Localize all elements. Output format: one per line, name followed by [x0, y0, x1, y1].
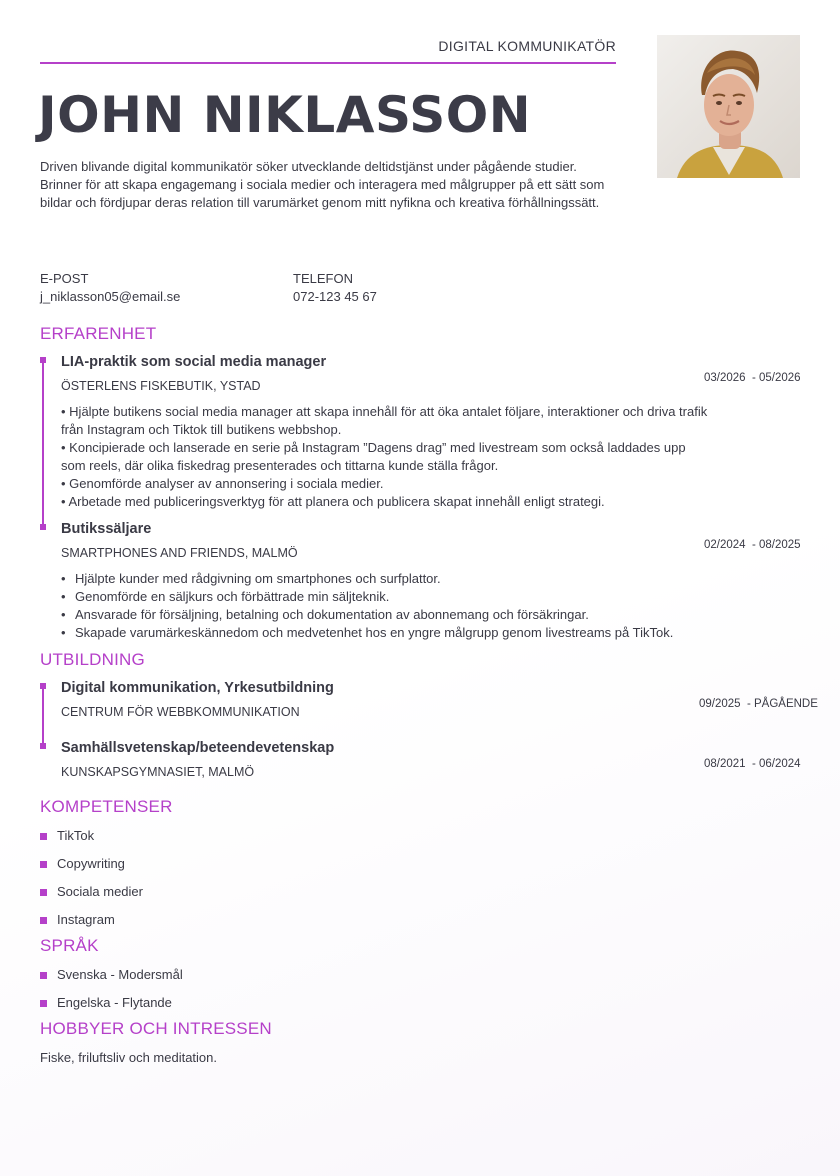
education-heading: UTBILDNING	[40, 650, 145, 669]
skill-label: Instagram	[57, 912, 115, 927]
list-item: • Genomförde en säljkurs och förbättrade min säljteknik.	[61, 588, 741, 606]
skill-label: Sociala medier	[57, 884, 143, 899]
hobbies-text: Fiske, friluftsliv och meditation.	[40, 1050, 218, 1065]
square-bullet-icon	[40, 917, 47, 924]
timeline-marker	[40, 683, 46, 689]
skill-label: Copywriting	[57, 856, 125, 871]
language-label: Engelska - Flytande	[57, 995, 172, 1010]
skills-heading: KOMPETENSER	[40, 797, 173, 816]
phone-value: 072-123 45 67	[293, 289, 377, 304]
languages-heading: SPRÅK	[40, 936, 99, 955]
experience-date: 02/2024 - 08/2025	[704, 539, 801, 551]
experience-title: LIA-praktik som social media manager	[61, 354, 327, 370]
timeline-marker	[40, 524, 46, 530]
square-bullet-icon	[40, 1000, 47, 1007]
email-label: E-POST	[40, 271, 89, 286]
list-item: • Hjälpte kunder med rådgivning om smartphones och surfplattor.	[61, 570, 741, 588]
profile-photo	[657, 35, 800, 178]
experience-bullet-list	[61, 570, 741, 642]
list-item: • Genomförde analyser av annonsering i sociala medier.	[61, 476, 384, 491]
phone-label: TELEFON	[293, 271, 353, 286]
education-title: Samhällsvetenskap/beteendevetenskap	[61, 740, 335, 756]
education-title: Digital kommunikation, Yrkesutbildning	[61, 680, 334, 696]
list-item: • Hjälpte butikens social media manager att skapa innehåll för att öka antalet följare, interaktioner och driva trafik från Instagram och Tiktok till butikens webbshop.	[61, 404, 708, 437]
list-item: • Skapade varumärkeskännedom och medvetenhet hos en yngre målgrupp genom livestreams på TikTok.	[61, 624, 741, 642]
square-bullet-icon	[40, 972, 47, 979]
email-value: j_niklasson05@email.se	[40, 289, 181, 304]
education-date: 08/2021 - 06/2024	[704, 758, 801, 770]
hobbies-heading: HOBBYER OCH INTRESSEN	[40, 1019, 272, 1038]
header-divider	[40, 62, 616, 64]
education-school: KUNSKAPSGYMNASIET, MALMÖ	[61, 765, 255, 779]
timeline-marker	[40, 743, 46, 749]
education-date: 09/2025 - PÅGÅENDE	[699, 698, 818, 710]
square-bullet-icon	[40, 889, 47, 896]
list-item: • Arbetade med publiceringsverktyg för att planera och publicera skapat innehåll enligt strategi.	[61, 494, 605, 509]
square-bullet-icon	[40, 833, 47, 840]
experience-heading: ERFARENHET	[40, 324, 157, 343]
language-label: Svenska - Modersmål	[57, 967, 183, 982]
timeline-marker	[40, 357, 46, 363]
list-item: • Ansvarade för försäljning, betalning och dokumentation av abonnemang och försäkringar.	[61, 606, 741, 624]
experience-date: 03/2026 - 05/2026	[704, 372, 801, 384]
experience-employer: SMARTPHONES AND FRIENDS, MALMÖ	[61, 546, 298, 560]
list-item: • Koncipierade och lanserade en serie på Instagram ”Dagens drag” med livestream som också laddades upp som reels, där olika fiskedrag presenterades och tittarna kunde ställa frågor.	[61, 440, 686, 473]
education-timeline-line	[42, 686, 44, 748]
profile-summary: Driven blivande digital kommunikatör söker utvecklande deltidstjänst under pågående studier. Brinner för att skapa engagemang i sociala medier och interagera med målgrupper på ett sätt som bildar och fördjupar deras relation till varumärket genom mitt nyfikna och kreativa förhållningssätt.	[40, 159, 605, 210]
experience-bullet-list	[61, 403, 711, 511]
square-bullet-icon	[40, 861, 47, 868]
profile-photo-illustration	[657, 35, 800, 178]
experience-title: Butikssäljare	[61, 521, 152, 537]
education-school: CENTRUM FÖR WEBBKOMMUNIKATION	[61, 705, 300, 719]
experience-timeline-line	[42, 360, 44, 530]
job-title: DIGITAL KOMMUNIKATÖR	[438, 38, 616, 54]
skill-label: TikTok	[57, 828, 95, 843]
candidate-name: JOHN NIKLASSON	[38, 86, 532, 144]
experience-employer: ÖSTERLENS FISKEBUTIK, YSTAD	[61, 379, 261, 393]
